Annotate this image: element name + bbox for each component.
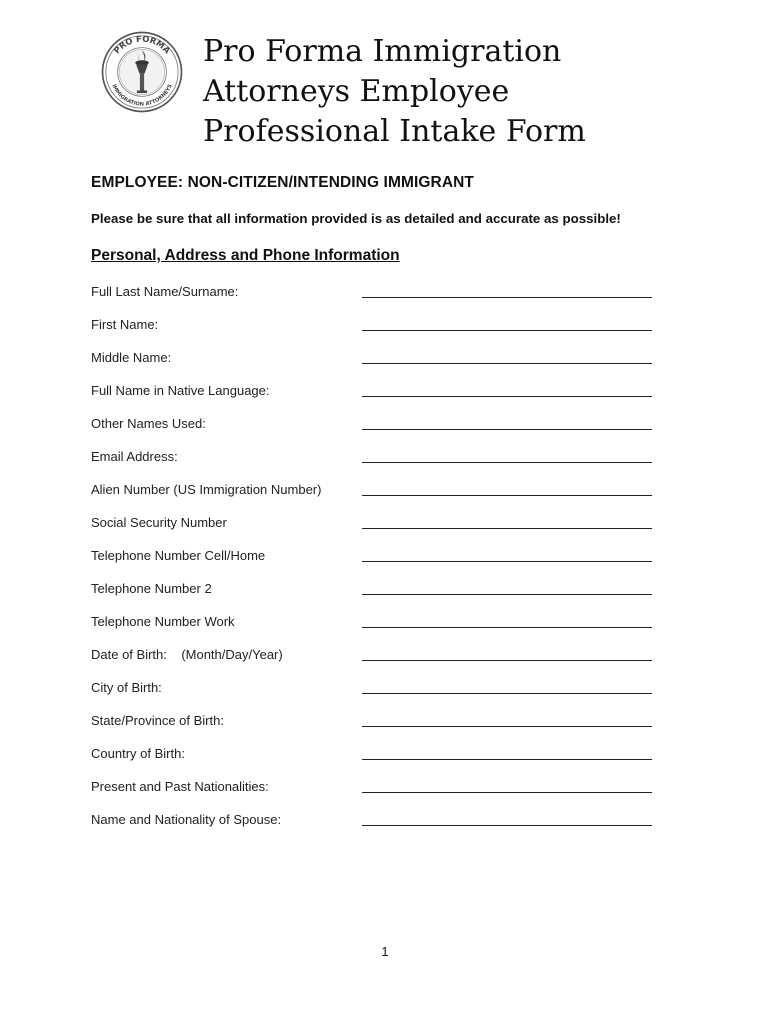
field-label-phone-home: Telephone Number Cell/Home [91,548,266,563]
field-label-city-of-birth: City of Birth: [91,680,162,695]
form-title-line-1: Pro Forma Immigration [203,34,562,69]
first-name-input-line[interactable] [362,330,652,331]
spouse-input-line[interactable] [362,825,652,826]
field-label-state-of-birth: State/Province of Birth: [91,713,224,728]
form-row-middle-name [91,349,653,382]
form-row-other-names [91,415,653,448]
form-title [203,32,586,152]
accuracy-notice: Please be sure that all information provided is as detailed and accurate as possible! [91,211,621,226]
section-title: Personal, Address and Phone Information [91,247,400,264]
field-label-middle-name: Middle Name: [91,350,172,365]
field-label-last-name: Full Last Name/Surname: [91,284,239,299]
form-row-native-name [91,382,653,415]
date-of-birth-input-line[interactable] [362,660,652,661]
page-number: 1 [381,944,389,959]
nationalities-input-line[interactable] [362,792,652,793]
field-label-phone-work: Telephone Number Work [91,614,235,629]
field-label-alien-number: Alien Number (US Immigration Number) [91,482,322,497]
torch-seal-icon [100,30,184,114]
field-label-date-of-birth: Date of Birth: (Month/Day/Year) [91,647,283,662]
phone-home-input-line[interactable] [362,561,652,562]
form-row-nationalities [91,778,653,811]
form-row-ssn [91,514,653,547]
form-row-alien-number [91,481,653,514]
form-title-line-2: Attorneys Employee [203,74,510,109]
phone-2-input-line[interactable] [362,594,652,595]
state-of-birth-input-line[interactable] [362,726,652,727]
form-row-first-name [91,316,653,349]
form-title-line-3: Professional Intake Form [203,114,586,149]
form-row-phone-2 [91,580,653,613]
ssn-input-line[interactable] [362,528,652,529]
form-row-phone-home [91,547,653,580]
form-row-phone-work [91,613,653,646]
form-row-date-of-birth [91,646,653,679]
seal-text-bottom: IMMIGRATION ATTORNEYS [110,83,174,108]
field-label-spouse: Name and Nationality of Spouse: [91,812,282,827]
phone-work-input-line[interactable] [362,627,652,628]
form-row-city-of-birth [91,679,653,712]
middle-name-input-line[interactable] [362,363,652,364]
field-label-other-names: Other Names Used: [91,416,206,431]
country-of-birth-input-line[interactable] [362,759,652,760]
native-name-input-line[interactable] [362,396,652,397]
form-subheading: EMPLOYEE: NON-CITIZEN/INTENDING IMMIGRANT [91,174,474,191]
form-row-email [91,448,653,481]
form-row-state-of-birth [91,712,653,745]
city-of-birth-input-line[interactable] [362,693,652,694]
form-row-spouse [91,811,653,844]
field-label-nationalities: Present and Past Nationalities: [91,779,269,794]
alien-number-input-line[interactable] [362,495,652,496]
form-row-last-name [91,283,653,316]
field-label-email: Email Address: [91,449,178,464]
field-label-first-name: First Name: [91,317,159,332]
last-name-input-line[interactable] [362,297,652,298]
document-header [100,30,660,150]
other-names-input-line[interactable] [362,429,652,430]
field-label-phone-2: Telephone Number 2 [91,581,212,596]
seal-text-top: PRO FORMA [111,33,173,56]
field-label-ssn: Social Security Number [91,515,227,530]
email-input-line[interactable] [362,462,652,463]
personal-info-fields [91,283,653,844]
field-label-country-of-birth: Country of Birth: [91,746,185,761]
form-row-country-of-birth [91,745,653,778]
field-label-native-name: Full Name in Native Language: [91,383,270,398]
